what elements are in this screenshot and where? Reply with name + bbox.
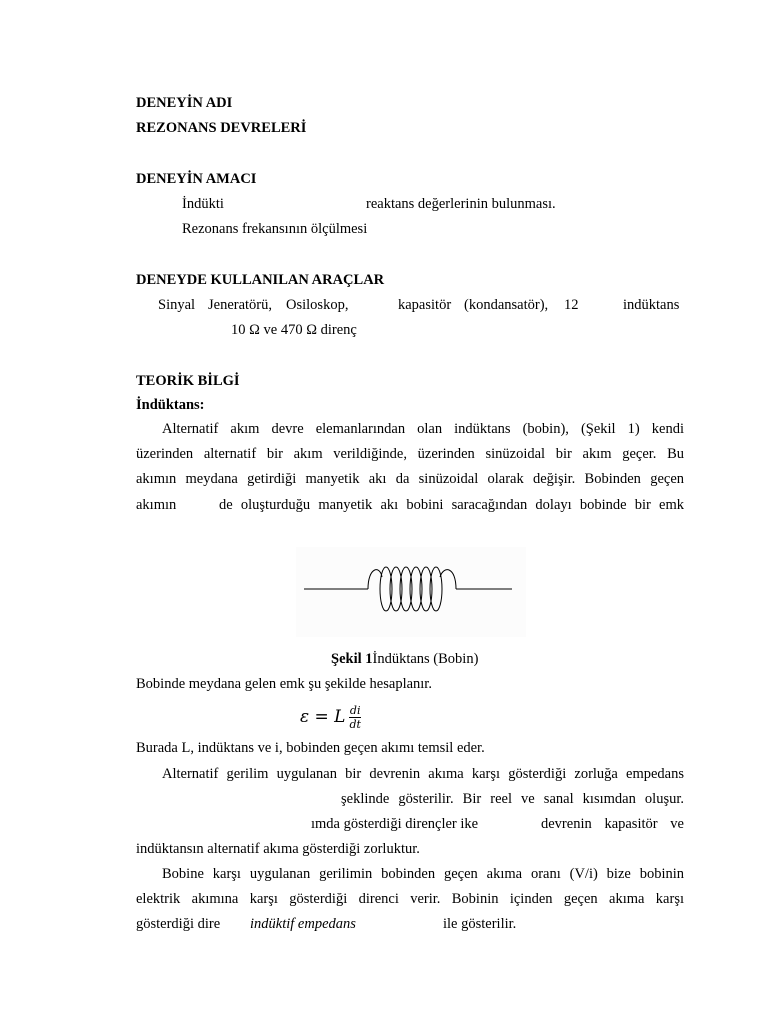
paragraph-line: Alternatif gerilim uygulanan bir devrenin akıma karşı gösterdiği zorluğa empedans <box>162 766 684 782</box>
formula-denominator: dt <box>349 717 361 731</box>
arac-kondansator: (kondansatör), <box>464 297 549 313</box>
inductor-coil-icon <box>296 547 526 637</box>
inductor-figure <box>296 547 526 637</box>
paragraph-line: üzerinden alternatif bir akım verildiğinde, üzerinden sinüzoidal bir akım geçer. Bu <box>136 446 684 462</box>
formula-numerator: di <box>349 703 361 717</box>
figure-caption-label: Şekil 1 <box>331 651 373 667</box>
figure-caption <box>331 650 478 668</box>
paragraph-line: elektrik akımına karşı gösterdiği direnci verir. Bobinin içinden geçen akıma karşı <box>136 891 684 907</box>
amac-line1-right: reaktans değerlerinin bulunması. <box>366 196 556 212</box>
arac-jenerator: Jeneratörü, <box>208 297 273 313</box>
arac-sinyal: Sinyal <box>158 297 196 313</box>
paragraph-line: Alternatif akım devre elemanlarından olan indüktans (bobin), (Şekil 1) kendi <box>162 421 684 437</box>
paragraph-line-part: gösterdiği dire <box>136 916 221 932</box>
paragraph-line-left: akımın <box>136 497 177 513</box>
heading-rezonans-devreleri: REZONANS DEVRELERİ <box>136 120 307 136</box>
paragraph-line-part: devrenin kapasitör ve <box>541 816 684 832</box>
heading-teorik-bilgi: TEORİK BİLGİ <box>136 373 240 389</box>
paragraph-italic-term: indüktif empedans <box>250 916 356 932</box>
figure-caption-text: İndüktans (Bobin) <box>372 651 479 667</box>
amac-line2: Rezonans frekansının ölçülmesi <box>182 221 368 237</box>
arac-induktans: indüktans <box>623 297 680 313</box>
paragraph-line: şeklinde gösterilir. Bir reel ve sanal kısımdan oluşur. <box>341 791 684 807</box>
arac-12: 12 <box>564 297 579 313</box>
heading-araclar: DENEYDE KULLANILAN ARAÇLAR <box>136 272 385 288</box>
heading-deney-adi: DENEYİN ADI <box>136 95 233 111</box>
formula-lhs: ε = L <box>300 707 346 727</box>
paragraph-line: indüktansın alternatif akıma gösterdiği zorluktur. <box>136 841 420 857</box>
amac-line1-left: İndükti <box>182 196 224 212</box>
arac-kapasitor: kapasitör <box>398 297 452 313</box>
heading-deney-amaci: DENEYİN AMACI <box>136 171 257 187</box>
arac-osiloskop: Osiloskop, <box>286 297 349 313</box>
formula-fraction <box>348 704 361 731</box>
arac-direnc: 10 Ω ve 470 Ω direnç <box>231 322 357 338</box>
paragraph-line-right: de oluşturduğu manyetik akı bobini saracağından dolayı bobinde bir emk <box>219 497 684 513</box>
emk-formula <box>300 700 362 734</box>
heading-induktans: İndüktans: <box>136 397 205 413</box>
paragraph-line: akımın meydana getirdiği manyetik akı da sinüzoidal olarak değişir. Bobinden geçen <box>136 471 684 487</box>
paragraph-line: Bobine karşı uygulanan gerilimin bobinden geçen akıma oranı (V/i) bize bobinin <box>162 866 684 882</box>
emk-intro: Bobinde meydana gelen emk şu şekilde hesaplanır. <box>136 676 432 692</box>
paragraph-line-part: ile gösterilir. <box>443 916 517 932</box>
burada-line: Burada L, indüktans ve i, bobinden geçen akımı temsil eder. <box>136 740 485 756</box>
paragraph-line-part: ımda gösterdiği dirençler ike <box>311 816 479 832</box>
